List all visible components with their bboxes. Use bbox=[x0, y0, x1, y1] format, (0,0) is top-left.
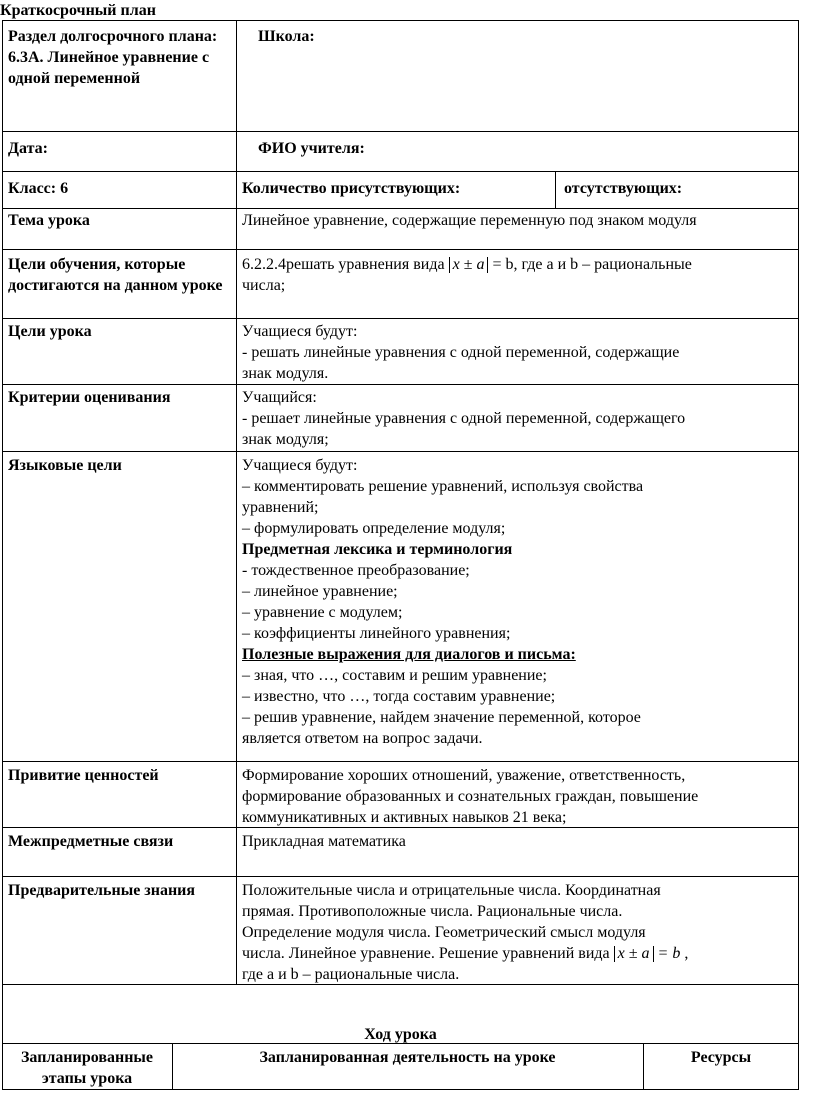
prior-line: числа. Линейное уравнение. Решение уравнений вида bbox=[242, 945, 610, 962]
criteria-line: Учащийся: bbox=[242, 389, 317, 406]
learning-goals-label: Цели обучения, которые достигаются на данном уроке bbox=[8, 256, 223, 294]
lesson-goals-label: Цели урока bbox=[8, 323, 92, 340]
column-divider bbox=[555, 171, 556, 208]
formula-modulus: x ± a bbox=[449, 257, 489, 273]
cross-subject-label: Межпредметные связи bbox=[8, 833, 174, 850]
formula-modulus: x ± a bbox=[614, 946, 654, 962]
row-divider bbox=[2, 876, 799, 877]
language-goals-label: Языковые цели bbox=[8, 457, 122, 474]
course-heading: Ход урока bbox=[364, 1026, 437, 1043]
phrase-item: – зная, что …, составим и решим уравнение; bbox=[242, 667, 547, 684]
prior-line: Определение модуля числа. Геометрический смысл модуля bbox=[242, 924, 646, 941]
criteria-label: Критерии оценивания bbox=[8, 389, 171, 406]
lesson-goals-line: знак модуля. bbox=[242, 365, 329, 382]
row-divider bbox=[2, 131, 799, 132]
row-divider bbox=[2, 171, 799, 172]
language-intro-line: – формулировать определение модуля; bbox=[242, 520, 506, 537]
phrases-heading: Полезные выражения для диалогов и письма: bbox=[242, 646, 576, 663]
language-goals-value bbox=[236, 453, 796, 751]
language-intro-line: – комментировать решение уравнений, используя свойства bbox=[242, 478, 644, 495]
learning-goals-tail: = b, где a и b – рациональные bbox=[488, 256, 692, 273]
row-divider bbox=[2, 761, 799, 762]
language-intro-line: уравнений; bbox=[242, 499, 319, 516]
phrase-item: – известно, что …, тогда составим уравнение; bbox=[242, 688, 556, 705]
learning-goals-value bbox=[236, 252, 796, 298]
vocab-heading: Предметная лексика и терминология bbox=[242, 541, 513, 558]
prior-line: Положительные числа и отрицательные числа. Координатная bbox=[242, 882, 661, 899]
vocab-item: – линейное уравнение; bbox=[242, 583, 398, 600]
column-header-stages: Запланированные этапы урока bbox=[20, 1049, 154, 1087]
criteria-line: - решает линейные уравнения с одной переменной, содержащего bbox=[242, 410, 686, 427]
prior-knowledge-label: Предварительные знания bbox=[8, 882, 196, 899]
present-label: Количество присутствующих: bbox=[242, 180, 461, 197]
values-line: коммуникативных и активных навыков 21 века; bbox=[242, 809, 567, 826]
topic-value: Линейное уравнение, содержащие переменную под знаком модуля bbox=[242, 212, 697, 229]
vocab-item: – уравнение с модулем; bbox=[242, 604, 403, 621]
class-label: Класс: 6 bbox=[8, 180, 69, 197]
values-line: Формирование хороших отношений, уважение, ответственность, bbox=[242, 767, 686, 784]
criteria-value bbox=[236, 385, 796, 452]
absent-label: отсутствующих: bbox=[564, 180, 683, 197]
prior-line-end: , bbox=[680, 945, 689, 962]
school-label: Школа: bbox=[258, 28, 315, 45]
vocab-item: - тождественное преобразование; bbox=[242, 562, 470, 579]
vocab-item: – коэффициенты линейного уравнения; bbox=[242, 625, 511, 642]
row-divider bbox=[2, 249, 799, 250]
values-line: формирование образованных и сознательных граждан, повышение bbox=[242, 788, 699, 805]
prior-knowledge-value bbox=[236, 878, 796, 987]
criteria-line: знак модуля; bbox=[242, 431, 329, 448]
cross-subject-value: Прикладная математика bbox=[242, 833, 406, 850]
prior-line: прямая. Противоположные числа. Рациональные числа. bbox=[242, 903, 623, 920]
formula-equals: = b bbox=[657, 945, 681, 962]
learning-goals-line2: числа; bbox=[242, 277, 286, 294]
learning-goals-code: 6.2.2.4решать уравнения вида bbox=[242, 256, 449, 273]
lesson-goals-value bbox=[236, 319, 796, 386]
column-header-resources: Ресурсы bbox=[690, 1049, 752, 1066]
language-intro-line: Учащиеся будут: bbox=[242, 457, 358, 474]
column-header-activity: Запланированная деятельность на уроке bbox=[259, 1049, 556, 1066]
section-label: Раздел долгосрочного плана: 6.3А. Линейное уравнение с одной переменной bbox=[8, 28, 218, 87]
document-title: Краткосрочный план bbox=[0, 2, 156, 19]
teacher-label: ФИО учителя: bbox=[258, 140, 365, 157]
values-label: Привитие ценностей bbox=[8, 767, 159, 784]
lesson-goals-line: - решать линейные уравнения с одной переменной, содержащие bbox=[242, 344, 680, 361]
topic-label: Тема урока bbox=[8, 212, 90, 229]
date-label: Дата: bbox=[8, 140, 48, 157]
prior-line: где a и b – рациональные числа. bbox=[242, 966, 460, 983]
values-value bbox=[236, 763, 796, 830]
phrase-item: является ответом на вопрос задачи. bbox=[242, 730, 483, 747]
lesson-goals-line: Учащиеся будут: bbox=[242, 323, 358, 340]
phrase-item: – решив уравнение, найдем значение переменной, которое bbox=[242, 709, 641, 726]
